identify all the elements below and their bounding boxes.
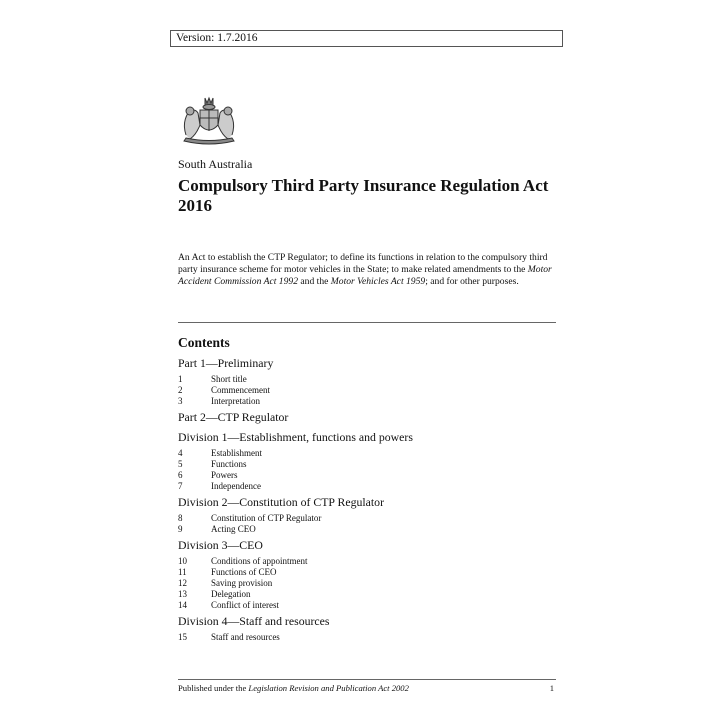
toc-section xyxy=(178,374,558,385)
toc-section-label: Short title xyxy=(211,374,247,384)
version-box: Version: 1.7.2016 xyxy=(170,30,563,47)
toc-section-label: Conflict of interest xyxy=(211,600,279,610)
toc-section-label: Saving provision xyxy=(211,578,273,588)
toc-section-label: Constitution of CTP Regulator xyxy=(211,513,322,523)
toc-section xyxy=(178,481,558,492)
toc-section-number: 13 xyxy=(178,589,187,599)
jurisdiction: South Australia xyxy=(178,157,253,171)
toc-section-label: Functions xyxy=(211,459,247,469)
toc-section-label: Commencement xyxy=(211,385,270,395)
act-title: Compulsory Third Party Insurance Regulation Act 2016 xyxy=(178,176,549,215)
toc-section-number: 1 xyxy=(178,374,183,384)
toc-section-label: Delegation xyxy=(211,589,251,599)
long-title-run: and the xyxy=(298,276,331,287)
toc-section-label: Functions of CEO xyxy=(211,567,277,577)
toc-section-number: 5 xyxy=(178,459,183,469)
toc-division: Division 3—CEO xyxy=(178,538,263,552)
toc-section-number: 14 xyxy=(178,600,187,610)
toc-section-number: 11 xyxy=(178,567,187,577)
toc-section-label: Staff and resources xyxy=(211,632,280,642)
toc-division: Division 1—Establishment, functions and powers xyxy=(178,430,413,444)
toc-division: Division 4—Staff and resources xyxy=(178,614,330,628)
toc-section xyxy=(178,600,558,611)
toc-section-number: 8 xyxy=(178,513,183,523)
toc-division: Division 2—Constitution of CTP Regulator xyxy=(178,495,385,509)
long-title-run: ; and for other purposes. xyxy=(425,276,519,287)
toc-section-label: Acting CEO xyxy=(211,524,256,534)
long-title-run: Motor Accident Commission Act 1992 xyxy=(178,264,552,287)
toc-section-number: 7 xyxy=(178,481,183,491)
toc-part: Part 2—CTP Regulator xyxy=(178,410,289,424)
toc-section xyxy=(178,459,558,470)
toc-section-label: Independence xyxy=(211,481,261,491)
toc-section-label: Conditions of appointment xyxy=(211,556,308,566)
toc-section-label: Interpretation xyxy=(211,396,260,406)
toc-section-number: 4 xyxy=(178,448,183,458)
toc-section xyxy=(178,513,558,524)
toc-section-label: Powers xyxy=(211,470,238,480)
toc-section-label: Establishment xyxy=(211,448,262,458)
contents-heading: Contents xyxy=(178,335,230,350)
toc-section-number: 9 xyxy=(178,524,183,534)
long-title-run: An Act to establish the CTP Regulator; to define its functions in relation to the compulsory third party insurance scheme for motor vehicles in the State; to make related amendments to the xyxy=(178,252,548,275)
toc-section xyxy=(178,396,558,407)
table-of-contents xyxy=(178,356,558,643)
toc-section xyxy=(178,385,558,396)
toc-section-number: 15 xyxy=(178,632,187,642)
toc-section xyxy=(178,578,558,589)
toc-section xyxy=(178,567,558,578)
toc-section-number: 6 xyxy=(178,470,183,480)
toc-part: Part 1—Preliminary xyxy=(178,356,274,370)
toc-section xyxy=(178,556,558,567)
toc-section-number: 10 xyxy=(178,556,187,566)
toc-section xyxy=(178,632,558,643)
toc-section-number: 3 xyxy=(178,396,183,406)
divider-top xyxy=(178,322,556,323)
published-under xyxy=(178,683,409,693)
toc-section-number: 2 xyxy=(178,385,183,395)
long-title-run: Motor Vehicles Act 1959 xyxy=(330,276,426,287)
divider-bottom xyxy=(178,679,556,680)
published-prefix: Published under the xyxy=(178,683,249,693)
toc-section xyxy=(178,524,558,535)
toc-section-number: 12 xyxy=(178,578,187,588)
page-number: 1 xyxy=(549,683,554,693)
long-title xyxy=(178,252,558,288)
toc-section xyxy=(178,470,558,481)
toc-section xyxy=(178,589,558,600)
toc-section xyxy=(178,448,558,459)
published-act: Legislation Revision and Publication Act 2002 xyxy=(248,683,409,693)
coat-of-arms-icon xyxy=(178,95,240,147)
